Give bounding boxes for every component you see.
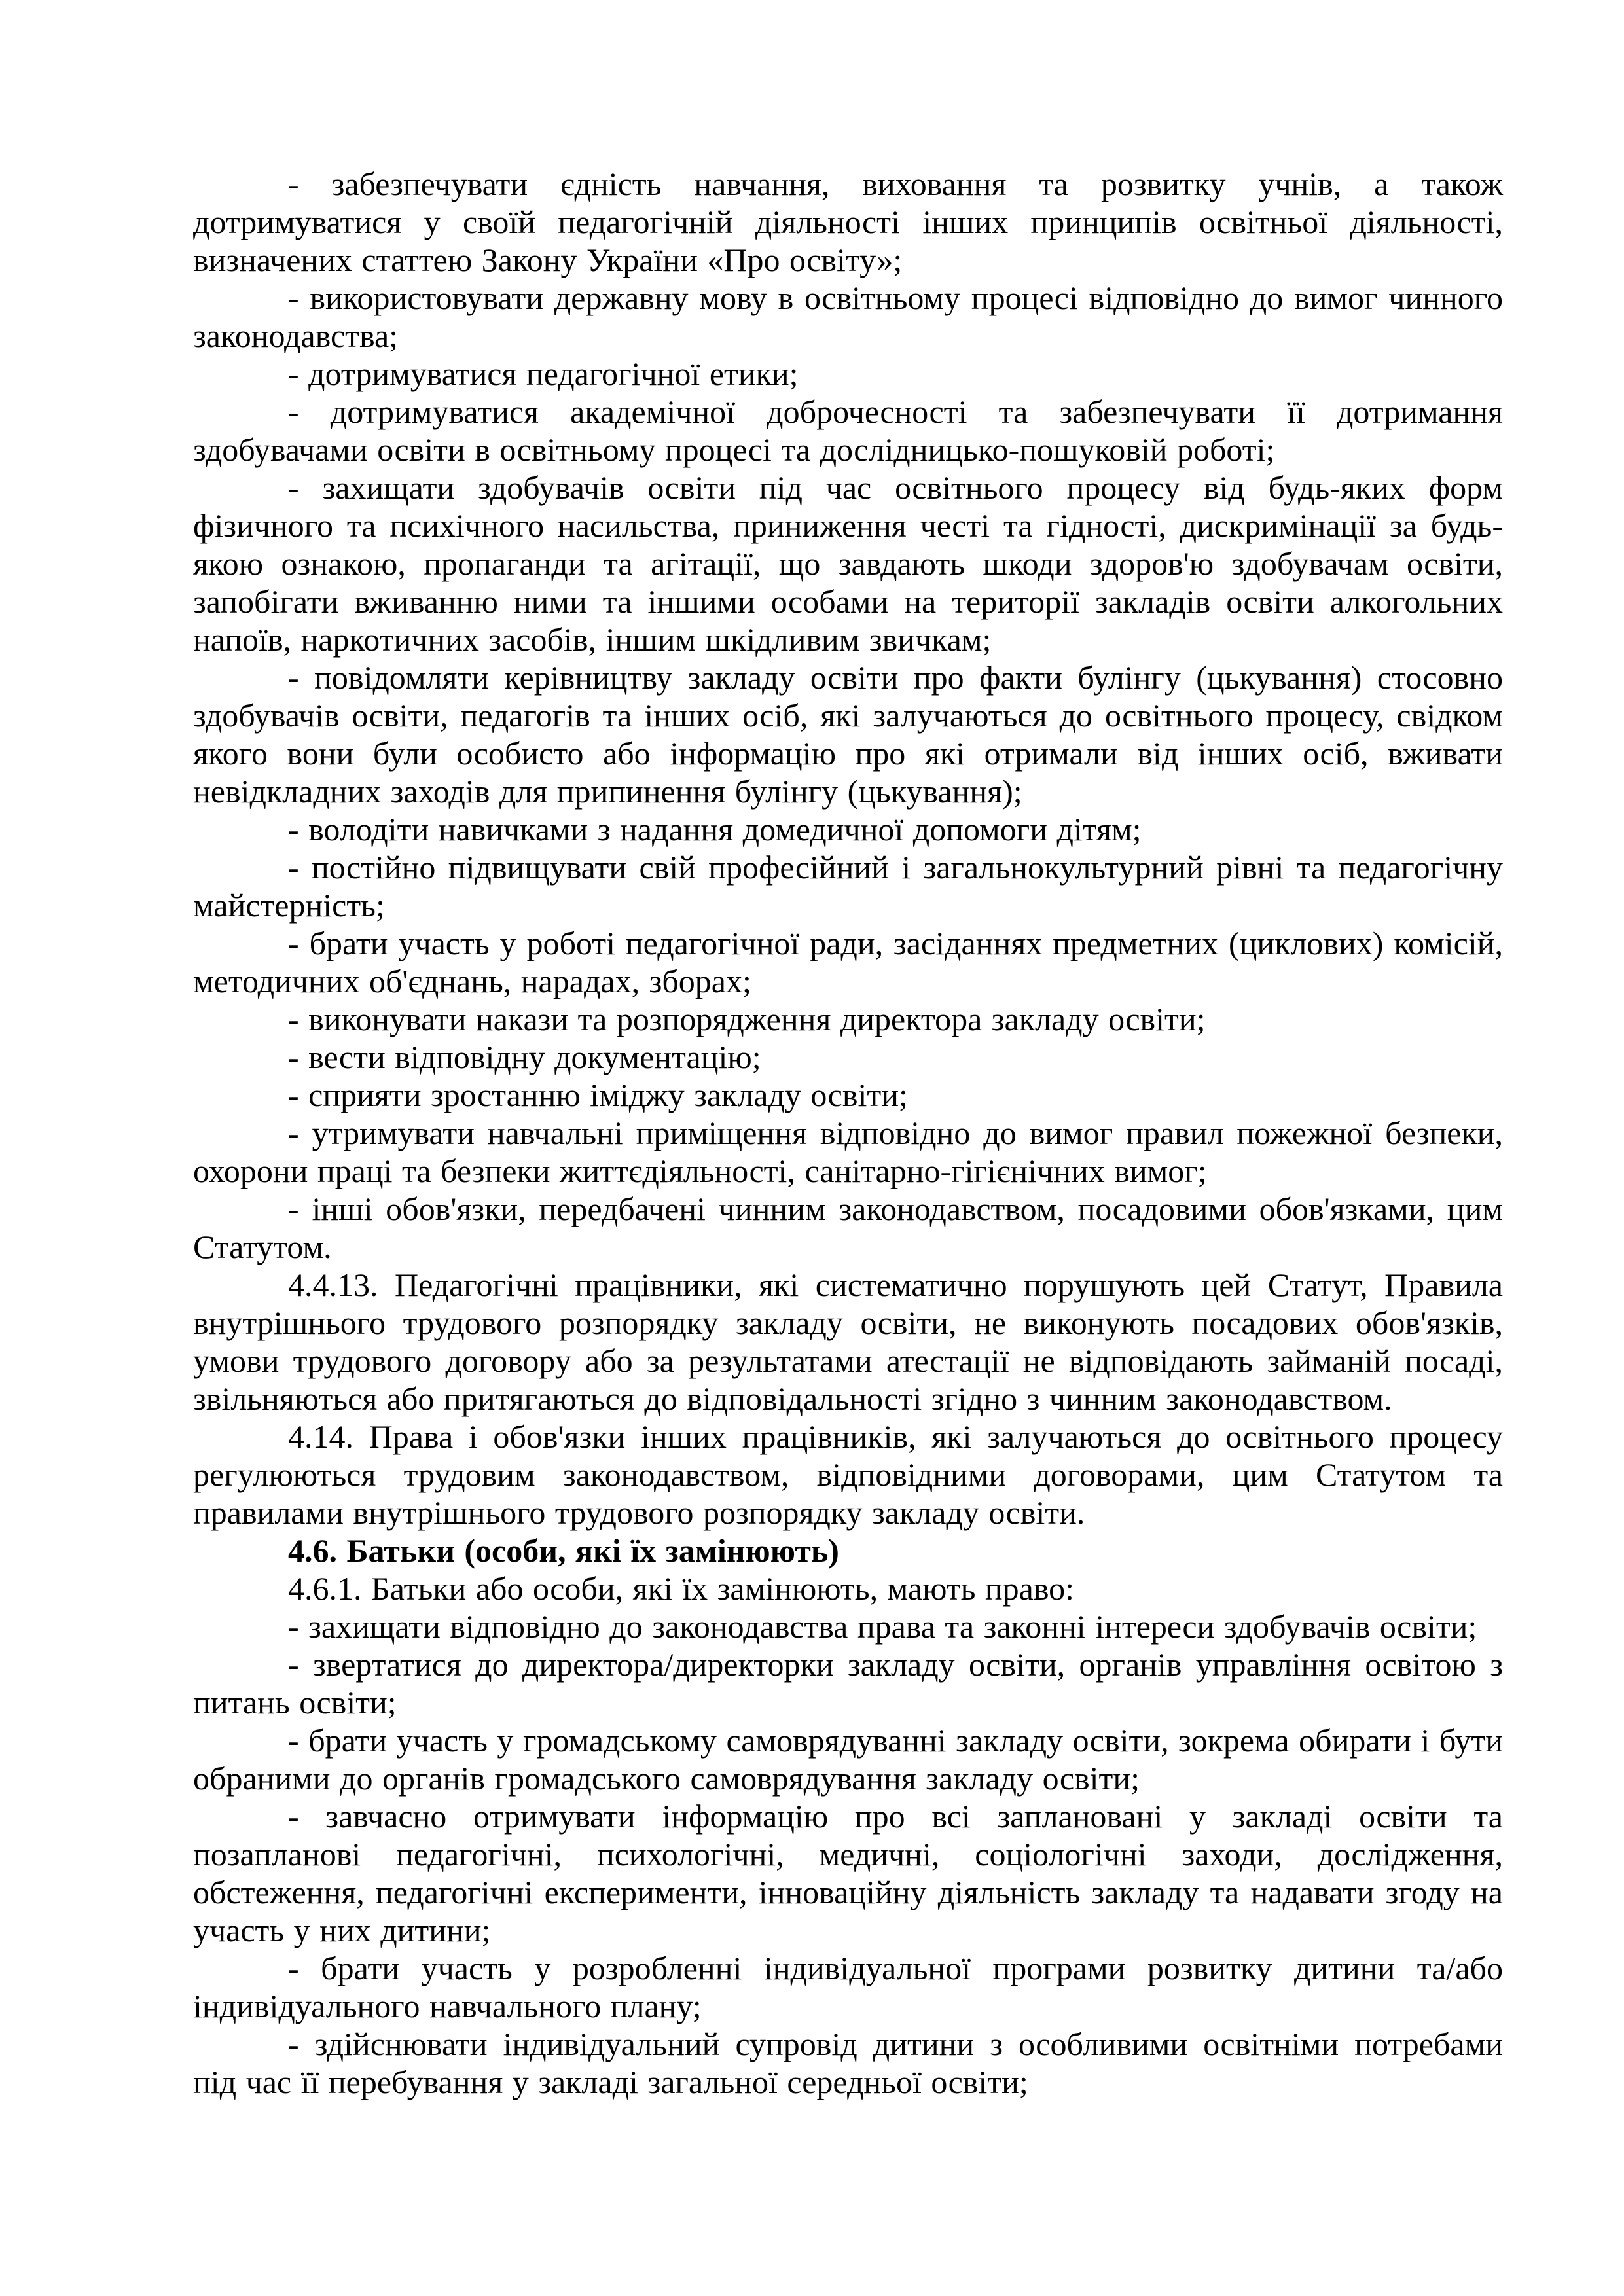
paragraph-duty-unity-of-education: - забезпечувати єдність навчання, виховання та розвитку учнів, а також дотримуватися у своїй педагогічній діяльності інших принципів освітньої діяльності, визначених статтею Закону України «Про освіту»; [193,166,1503,278]
paragraph-right-advance-information: - завчасно отримувати інформацію про всі заплановані у закладі освіти та позапланові педагогічні, психологічні, медичні, соціологічні заходи, дослідження, обстеження, педагогічні експерименти, інноваційну діяльність закладу та надавати згоду на участь у них дитини; [193,1798,1503,1948]
paragraph-right-protect-interests: - захищати відповідно до законодавства права та законні інтереси здобувачів освіти; [288,1608,1477,1645]
paragraph-right-individual-program: - брати участь у розробленні індивідуальної програми розвитку дитини та/або індивідуального навчального плану; [193,1950,1503,2024]
paragraph-duty-school-image: - сприяти зростанню іміджу закладу освіти; [288,1077,908,1113]
heading-4-6-parents: 4.6. Батьки (особи, які їх замінюють) [288,1532,839,1569]
paragraph-duty-protect-students: - захищати здобувачів освіти під час освітнього процесу від будь-яких форм фізичного та психічного насильства, приниження честі та гідності, дискримінації за будь-якою ознакою, пропаганди та агітації, що завдають шкоди здоров'ю здобувачам освіти, запобігати вживанню ними та іншими особами на території закладів освіти алкогольних напоїв, наркотичних засобів, іншим шкідливим звичкам; [193,469,1503,658]
paragraph-duty-documentation: - вести відповідну документацію; [288,1039,761,1075]
paragraph-right-self-governance: - брати участь у громадському самоврядуванні закладу освіти, зокрема обирати і бути обраними до органів громадського самоврядування закладу освіти; [193,1722,1503,1797]
paragraph-duty-first-aid-skills: - володіти навичками з надання домедичної допомоги дітям; [288,811,1142,848]
paragraph-4-4-13-violations: 4.4.13. Педагогічні працівники, які систематично порушують цей Статут, Правила внутрішнього трудового розпорядку закладу освіти, не виконують посадових обов'язків, умови трудового договору або за результатами атестації не відповідають займаній посаді, звільняються або притягаються до відповідальності згідно з чинним законодавством. [193,1266,1503,1417]
paragraph-duty-state-language: - використовувати державну мову в освітньому процесі відповідно до вимог чинного законодавства; [193,279,1503,354]
paragraph-4-6-1-parents-rights-intro: 4.6.1. Батьки або особи, які їх замінюють, мають право: [288,1570,1075,1607]
paragraph-duty-professional-growth: - постійно підвищувати свій професійний і загальнокультурний рівні та педагогічну майстерність; [193,849,1503,924]
paragraph-right-individual-support: - здійснювати індивідуальний супровід дитини з особливими освітніми потребами під час її перебування у закладі загальної середньої освіти; [193,2026,1503,2100]
paragraph-duty-pedagogical-council: - брати участь у роботі педагогічної ради, засіданнях предметних (циклових) комісій, методичних об'єднань, нарадах, зборах; [193,925,1503,999]
paragraph-right-appeal-director: - звертатися до директора/директорки закладу освіти, органів управління освітою з питань освіти; [193,1646,1503,1721]
paragraph-duty-premises-safety: - утримувати навчальні приміщення відповідно до вимог правил пожежної безпеки, охорони праці та безпеки життєдіяльності, санітарно-гігієнічних вимог; [193,1115,1503,1189]
paragraph-4-14-other-workers: 4.14. Права і обов'язки інших працівників, які залучаються до освітнього процесу регулюються трудовим законодавством, відповідними договорами, цим Статутом та правилами внутрішнього трудового розпорядку закладу освіти. [193,1418,1503,1531]
paragraph-duty-academic-integrity: - дотримуватися академічної доброчесності та забезпечувати її дотримання здобувачами освіти в освітньому процесі та дослідницько-пошуковій роботі; [193,393,1503,468]
paragraph-duty-report-bullying: - повідомляти керівництву закладу освіти про факти булінгу (цькування) стосовно здобувачів освіти, педагогів та інших осіб, які залучаються до освітнього процесу, свідком якого вони були особисто або інформацію про які отримали від інших осіб, вживати невідкладних заходів для припинення булінгу (цькування); [193,659,1503,810]
paragraph-duty-other-obligations: - інші обов'язки, передбачені чинним законодавством, посадовими обов'язками, цим Статутом. [193,1191,1503,1265]
paragraph-duty-follow-orders: - виконувати накази та розпорядження директора закладу освіти; [288,1001,1206,1037]
paragraph-duty-pedagogical-ethics: - дотримуватися педагогічної етики; [288,355,799,392]
